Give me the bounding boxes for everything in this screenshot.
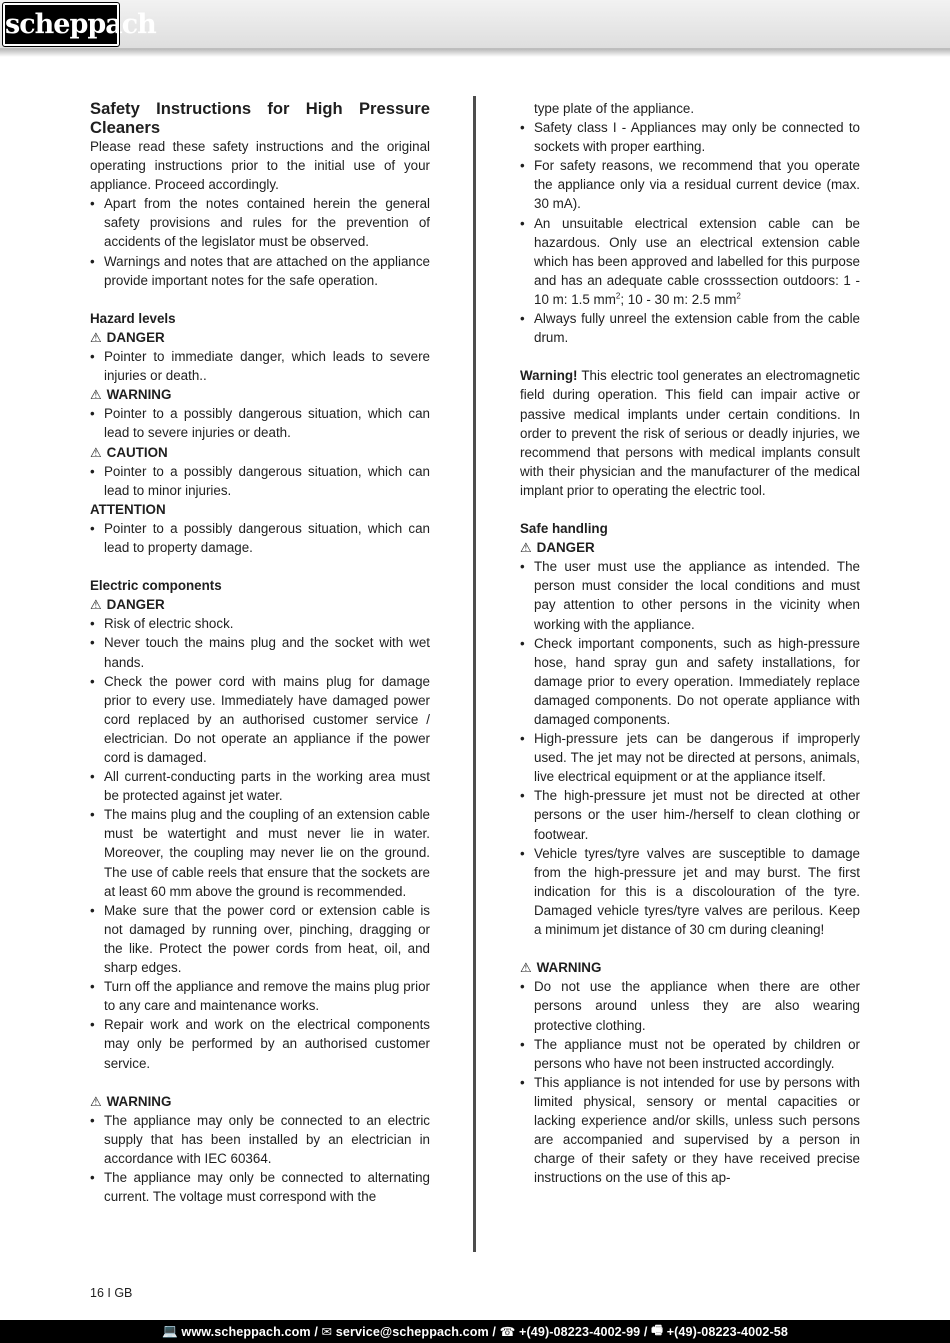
list-item: • Apart from the notes contained herein the general safety provisions and rules for the prevention of accidents of the legislator must be observed.: [90, 194, 430, 251]
warning-triangle-icon: ⚠: [520, 960, 532, 976]
list-item: • Check important components, such as high-pressure hose, hand spray gun and safety installations, for damage prior to every operation. Immediately replace damaged components. Do not operate appliance with damaged components.: [520, 634, 860, 729]
phone-icon: ☎: [499, 1325, 516, 1339]
list-item: • The appliance may only be connected to alternating current. The voltage must correspond with the: [90, 1168, 430, 1206]
column-divider: [473, 96, 476, 1252]
electric-danger-label: ⚠ DANGER: [90, 595, 430, 614]
warning-triangle-icon: ⚠: [90, 329, 102, 345]
email-link[interactable]: service@scheppach.com: [335, 1324, 489, 1339]
continued-text: type plate of the appliance.: [534, 101, 695, 116]
list-item: • Risk of electric shock.: [90, 614, 430, 633]
safe-handling-heading: Safe handling: [520, 521, 608, 537]
electric-warning-list-continued: [520, 118, 860, 347]
footer-separator: /: [310, 1324, 322, 1339]
website-link[interactable]: www.scheppach.com: [181, 1324, 311, 1339]
fax-number: +(49)-08223-4002-58: [666, 1324, 788, 1339]
warning-triangle-icon: ⚠: [90, 387, 102, 403]
emf-warning-paragraph: Warning! This electric tool generates an electromagnetic field during operation. This field can impair active or passive medical implants under certain conditions. In order to prevent the risk of serious or deadly injuries, we recommend that persons with medical implants consult with their physician and the manufacturer of the medical implant prior to operating the electric tool.: [520, 368, 860, 498]
list-item: • The appliance must not be operated by children or persons who have not been instructed accordingly.: [520, 1035, 860, 1073]
safe-warning-list: [520, 977, 860, 1187]
list-item: • Safety class I - Appliances may only be connected to sockets with proper earthing.: [520, 118, 860, 156]
list-item: • The user must use the appliance as intended. The person must consider the local conditions and must pay attention to other persons in the vicinity when working with the appliance.: [520, 557, 860, 633]
warning-triangle-icon: ⚠: [90, 1093, 102, 1109]
list-item: • Always fully unreel the extension cable from the cable drum.: [520, 309, 860, 347]
caution-list: [90, 462, 430, 500]
safe-warning-label: ⚠ WARNING: [520, 958, 860, 977]
list-item: • Check the power cord with mains plug for damage prior to every use. Immediately have damaged power cord replaced by an authorised customer service / electrician. Do not operate an appliance if the power cord is damaged.: [90, 672, 430, 767]
phone-number[interactable]: +(49)-08223-4002-99: [519, 1324, 641, 1339]
electric-warning-list: [90, 1111, 430, 1206]
danger-label: ⚠ DANGER: [90, 328, 430, 347]
list-item: • Warnings and notes that are attached on the appliance provide important notes for the safe operation.: [90, 252, 430, 290]
page-title: Safety Instructions for High Pressure Cleaners: [90, 99, 430, 137]
right-column: [520, 99, 860, 1187]
caution-label: ⚠ CAUTION: [90, 443, 430, 462]
footer-separator: /: [488, 1324, 500, 1339]
list-item: • Vehicle tyres/tyre valves are susceptible to damage from the high-pressure jet and may burst. The first indication for this is a discolouration of the tyre. Damaged vehicle tyres/tyre valves are perilous. Keep a minimum jet distance of 30 cm during cleaning!: [520, 844, 860, 939]
list-item: • For safety reasons, we recommend that you operate the appliance only via a residual current device (max. 30 mA).: [520, 156, 860, 213]
list-item: • This appliance is not intended for use by persons with limited physical, sensory or mental capacities or lacking experience and/or skills, unless such persons are accompanied and supervised by a person in charge of their safety or they have received precise instructions on the use of this ap-: [520, 1073, 860, 1188]
page-header: [0, 0, 950, 49]
list-item: • Never touch the mains plug and the socket with wet hands.: [90, 633, 430, 671]
electric-components-heading: Electric components: [90, 578, 222, 594]
electric-danger-list: [90, 614, 430, 1072]
header-shadow: [0, 49, 950, 57]
list-item: • Do not use the appliance when there are other persons around unless they are also wearing protective clothing.: [520, 977, 860, 1034]
warning-list: [90, 404, 430, 442]
list-item: • An unsuitable electrical extension cable can be hazardous. Only use an electrical extension cable which has been approved and labelled for this purpose and has an adequate cable crosssection outdoors: 1 - 10 m: 1.5 $mm^2$; 10 - 30 m: 2.5 $mm^2$: [520, 214, 860, 309]
list-item: • The high-pressure jet must not be directed at other persons or the user him-/herself to clean clothing or footwear.: [520, 786, 860, 843]
attention-list: [90, 519, 430, 557]
computer-icon: 💻: [162, 1324, 178, 1338]
list-item: • The mains plug and the coupling of an extension cable must be watertight and must never lie in water. Moreover, the coupling may never lie on the ground. The use of cable reels that ensure that the sockets are at least 60 mm above the ground is recommended.: [90, 805, 430, 900]
list-item: • High-pressure jets can be dangerous if improperly used. The jet may not be directed at persons, animals, live electrical equipment or at the appliance itself.: [520, 729, 860, 786]
safe-danger-label: ⚠ DANGER: [520, 538, 860, 557]
danger-list: [90, 347, 430, 385]
electric-warning-label: ⚠ WARNING: [90, 1092, 430, 1111]
attention-label: ATTENTION: [90, 501, 166, 517]
list-item: • The appliance may only be connected to an electric supply that has been installed by an electrician in accordance with IEC 60364.: [90, 1111, 430, 1168]
warning-triangle-icon: ⚠: [90, 597, 102, 613]
list-item: • Repair work and work on the electrical components may only be performed by an authorised customer service.: [90, 1015, 430, 1072]
intro-list: [90, 194, 430, 289]
scheppach-logo: scheppach: [3, 3, 119, 46]
left-column: [90, 99, 430, 1206]
warning-triangle-icon: ⚠: [520, 540, 532, 556]
page-number: 16 I GB: [90, 1286, 133, 1300]
page-footer: [0, 1320, 950, 1343]
fax-icon: 🖷: [651, 1323, 664, 1337]
list-item: • Pointer to a possibly dangerous situation, which can lead to property damage.: [90, 519, 430, 557]
list-item: • Pointer to a possibly dangerous situation, which can lead to severe injuries or death.: [90, 404, 430, 442]
mail-icon: ✉: [321, 1325, 333, 1339]
warning-triangle-icon: ⚠: [90, 444, 102, 460]
footer-separator: /: [640, 1324, 652, 1339]
list-item: • Pointer to immediate danger, which leads to severe injuries or death..: [90, 347, 430, 385]
list-item: • Turn off the appliance and remove the mains plug prior to any care and maintenance works.: [90, 977, 430, 1015]
hazard-levels-heading: Hazard levels: [90, 310, 176, 326]
list-item: • Pointer to a possibly dangerous situation, which can lead to minor injuries.: [90, 462, 430, 500]
intro-paragraph: Please read these safety instructions and the original operating instructions prior to the initial use of your appliance. Proceed accordingly.: [90, 139, 430, 193]
safe-danger-list: [520, 557, 860, 939]
list-item: • Make sure that the power cord or extension cable is not damaged by running over, pinching, dragging or the like. Protect the power cords from heat, oil, and sharp edges.: [90, 901, 430, 977]
list-item: • All current-conducting parts in the working area must be protected against jet water.: [90, 767, 430, 805]
warning-label: ⚠ WARNING: [90, 385, 430, 404]
